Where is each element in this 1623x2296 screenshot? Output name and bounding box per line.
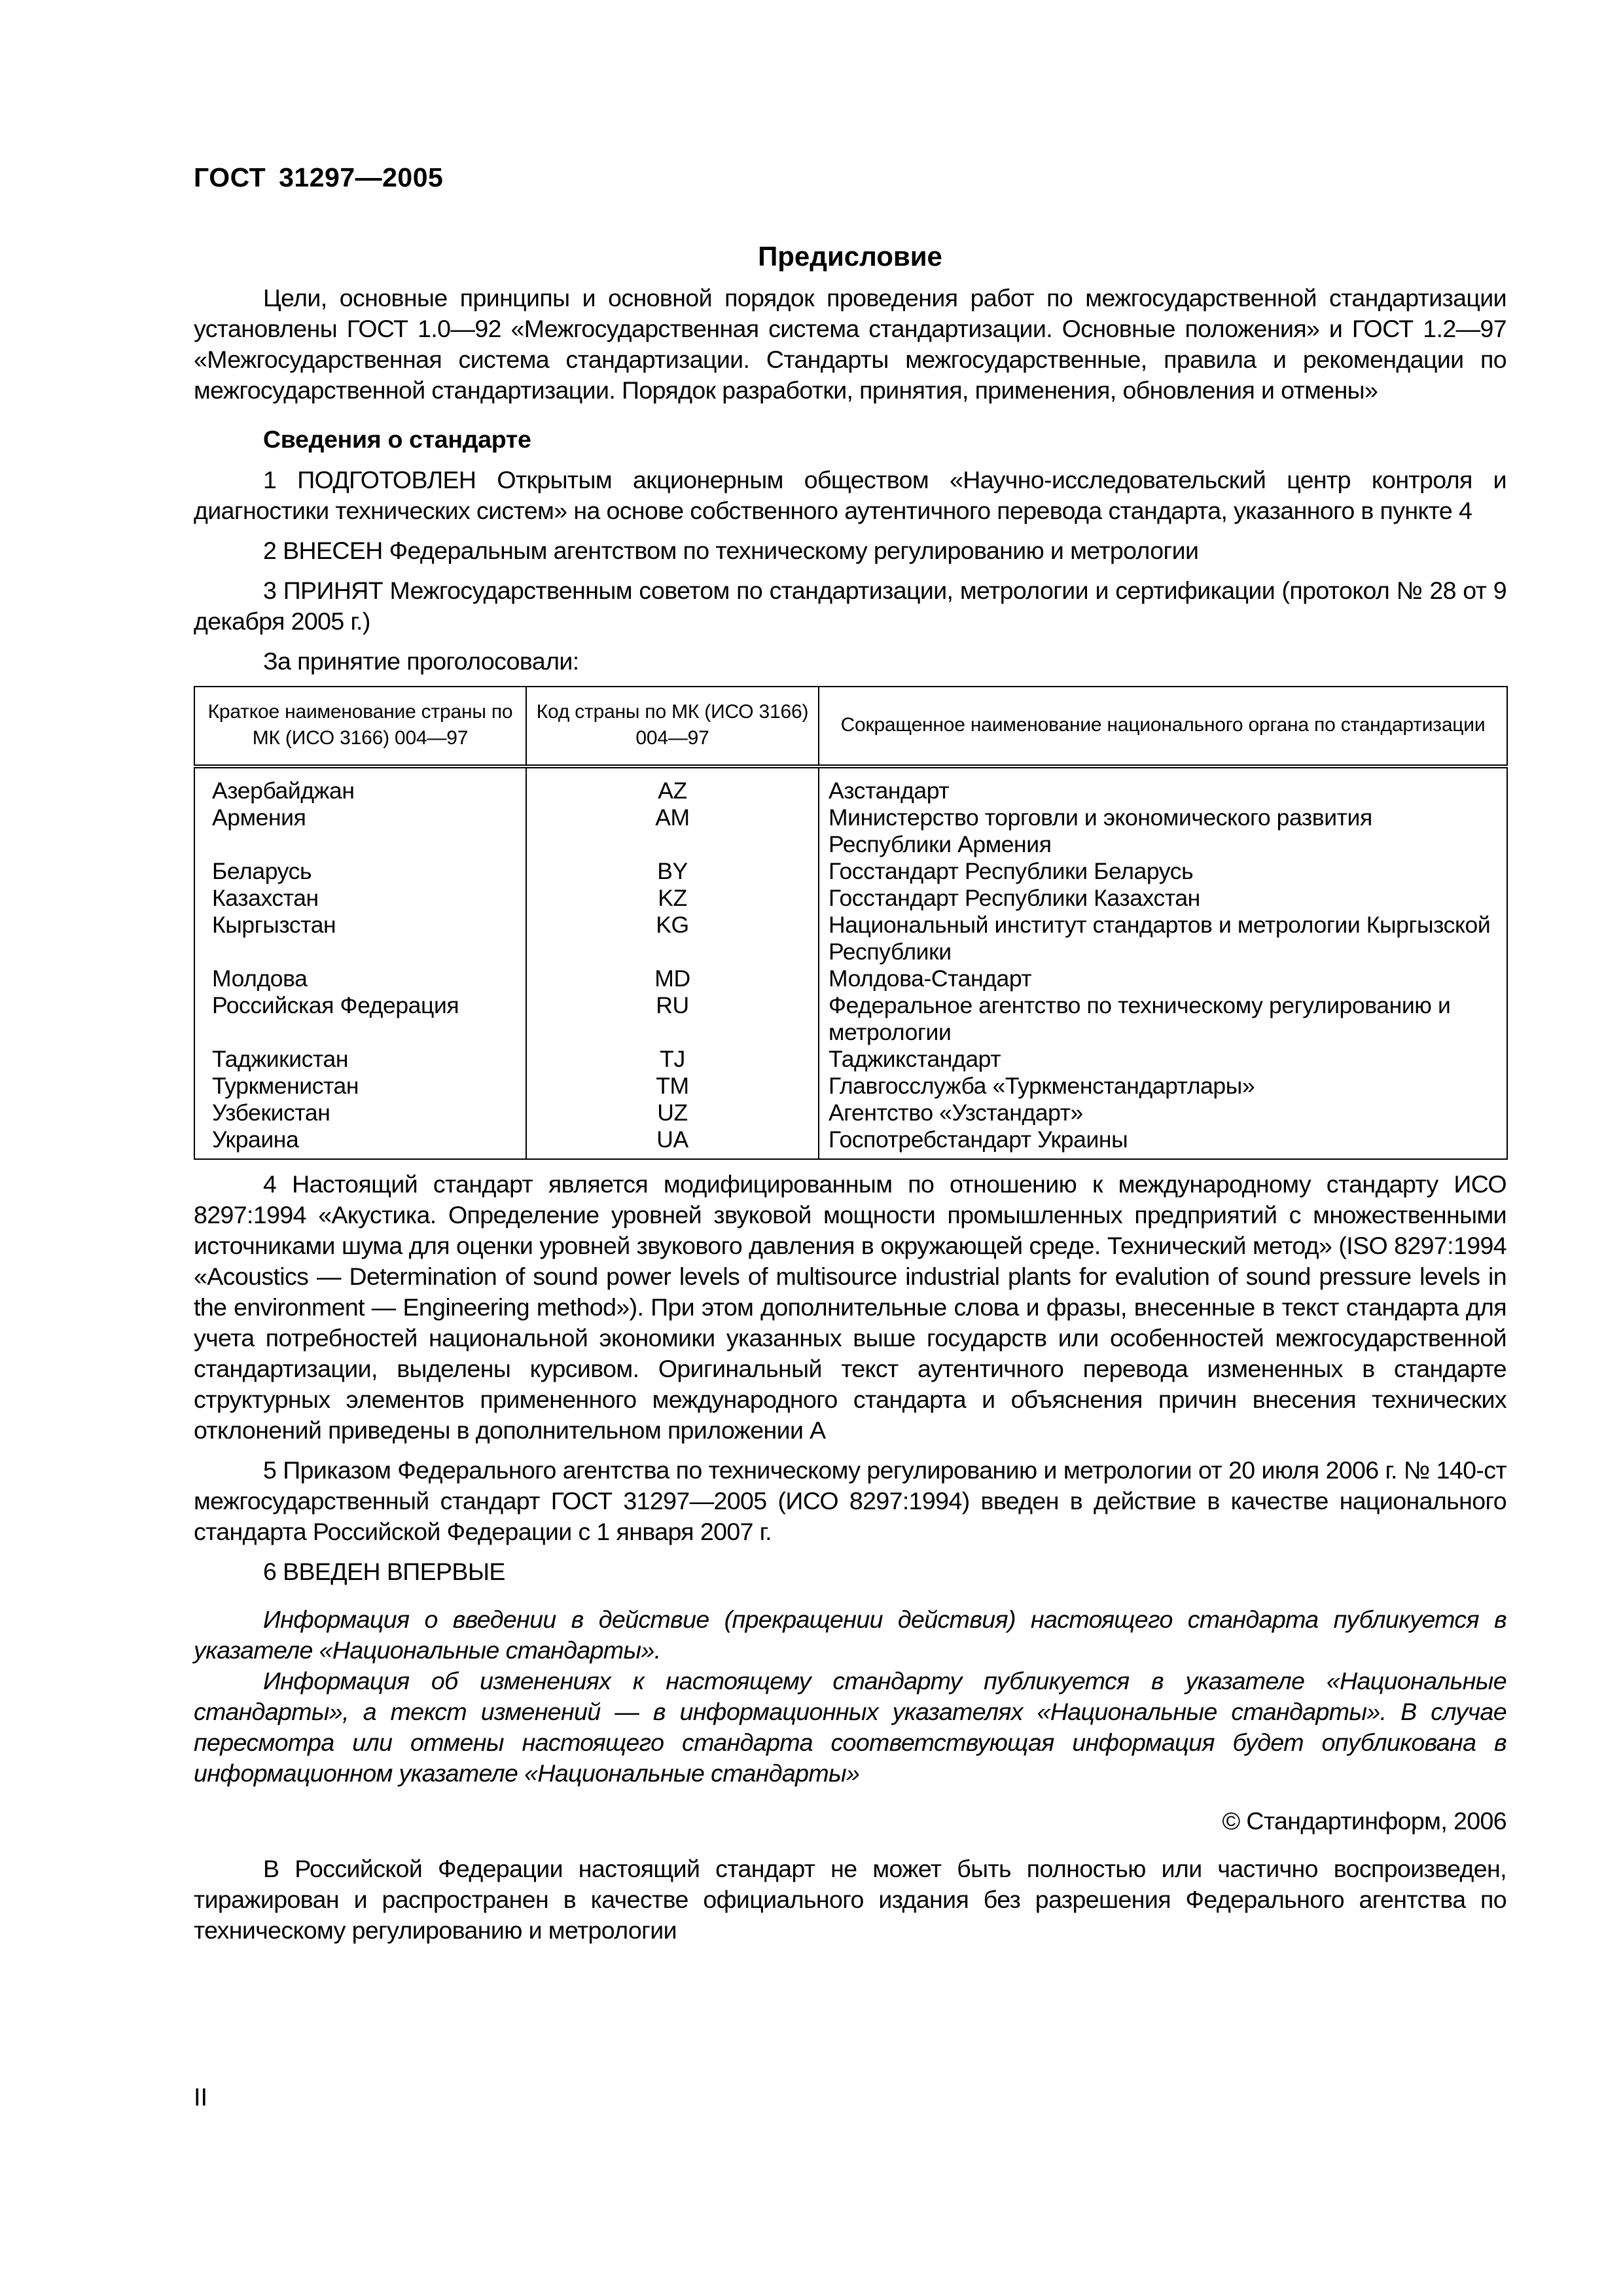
code-cell: AZ xyxy=(526,766,819,804)
standards-body-cell: Национальный институт стандартов и метрологии Кыргызской Республики xyxy=(819,912,1507,965)
code-cell: KZ xyxy=(526,885,819,912)
standards-body-cell: Молдова-Стандарт xyxy=(819,965,1507,992)
code-cell: UA xyxy=(526,1126,819,1159)
table-row xyxy=(194,1126,1507,1159)
table-row xyxy=(194,1046,1507,1073)
standards-body-cell: Агентство «Узстандарт» xyxy=(819,1100,1507,1126)
country-cell: Российская Федерация xyxy=(194,992,526,1046)
country-cell: Казахстан xyxy=(194,885,526,912)
country-cell: Армения xyxy=(194,804,526,858)
country-cell: Молдова xyxy=(194,965,526,992)
column-header-country: Краткое наименование страны по МК (ИСО 3166) 004—97 xyxy=(194,687,526,766)
reproduction-notice: В Российской Федерации настоящий стандарт не может быть полностью или частично воспроизведен, тиражирован и распространен в качестве официального издания без разрешения Федерального агентства по техническому регулированию и метрологии xyxy=(194,1855,1507,1944)
info-item-3: 3 ПРИНЯТ Межгосударственным советом по стандартизации, метрологии и сертификации (протокол № 28 от 9 декабря 2005 г.) xyxy=(194,577,1507,635)
code-cell: RU xyxy=(526,992,819,1046)
standards-body-cell: Таджикстандарт xyxy=(819,1046,1507,1073)
voters-table xyxy=(194,686,1508,1160)
voted-label: За принятие проголосовали: xyxy=(263,647,579,675)
country-cell: Кыргызстан xyxy=(194,912,526,965)
table-row xyxy=(194,804,1507,858)
code-cell: KG xyxy=(526,912,819,965)
code-cell: TM xyxy=(526,1073,819,1100)
italic-note-changes: Информация об изменениях к настоящему стандарту публикуется в указателе «Национальные стандарты», а текст изменений — в информационных указателях «Национальные стандарты». В случае пересмотра или отмены настоящего стандарта соответствующая информация будет опубликована в информационном указателе «Национальные стандарты» xyxy=(194,1667,1507,1787)
standards-body-cell: Госстандарт Республики Беларусь xyxy=(819,858,1507,885)
table-row xyxy=(194,992,1507,1046)
page-number: II xyxy=(194,2084,208,2111)
info-item-2: 2 ВНЕСЕН Федеральным агентством по техническому регулированию и метрологии xyxy=(263,537,1199,564)
table-row xyxy=(194,885,1507,912)
column-header-code: Код страны по МК (ИСО 3166) 004—97 xyxy=(526,687,819,766)
info-item-4: 4 Настоящий стандарт является модифицированным по отношению к международному стандарту ИСО 8297:1994 «Акустика. Определение уровней звуковой мощности промышленных предприятий с множественными источниками шума для оценки уровней звукового давления в окружающей среде. Технический метод» (ISO 8297:1994 «Acoustics — Determination of sound power levels of multisource industrial plants for evalution of sound pressure levels in the environment — Engineering method»). При этом дополнительные слова и фразы, внесенные в текст стандарта для учета потребностей национальной экономики указанных выше государств или особенностей межгосударственной стандартизации, выделены курсивом. Оригинальный текст аутентичного перевода измененных в стандарте структурных элементов примененного международного стандарта и объяснения причин внесения технических отклонений приведены в дополнительном приложении А xyxy=(194,1170,1507,1444)
country-cell: Украина xyxy=(194,1126,526,1159)
code-cell: UZ xyxy=(526,1100,819,1126)
standards-body-cell: Азстандарт xyxy=(819,766,1507,804)
table-row xyxy=(194,965,1507,992)
code-cell: MD xyxy=(526,965,819,992)
country-cell: Таджикистан xyxy=(194,1046,526,1073)
column-header-standards-body: Сокращенное наименование национального органа по стандартизации xyxy=(819,687,1507,766)
preface-intro-paragraph: Цели, основные принципы и основной порядок проведения работ по межгосударственной стандартизации установлены ГОСТ 1.0—92 «Межгосударственная система стандартизации. Основные положения» и ГОСТ 1.2—97 «Межгосударственная система стандартизации. Стандарты межгосударственные, правила и рекомендации по межгосударственной стандартизации. Порядок разработки, принятия, применения, обновления и отмены» xyxy=(194,284,1507,404)
standards-body-cell: Главгосслужба «Туркменстандартлары» xyxy=(819,1073,1507,1100)
preface-title: Предисловие xyxy=(758,241,942,272)
table-row xyxy=(194,858,1507,885)
country-cell: Туркменистан xyxy=(194,1073,526,1100)
standards-body-cell: Госпотребстандарт Украины xyxy=(819,1126,1507,1159)
table-row xyxy=(194,766,1507,804)
country-cell: Узбекистан xyxy=(194,1100,526,1126)
table-header-row xyxy=(194,687,1507,766)
info-item-1: 1 ПОДГОТОВЛЕН Открытым акционерным обществом «Научно-исследовательский центр контроля и диагностики технических систем» на основе собственного аутентичного перевода стандарта, указанного в пункте 4 xyxy=(194,466,1507,524)
country-cell: Азербайджан xyxy=(194,766,526,804)
document-code-header: ГОСТ 31297—2005 xyxy=(194,162,444,192)
info-item-6: 6 ВВЕДЕН ВПЕРВЫЕ xyxy=(263,1558,505,1585)
code-cell: TJ xyxy=(526,1046,819,1073)
info-item-5: 5 Приказом Федерального агентства по техническому регулированию и метрологии от 20 июля 2006 г. № 140-ст межгосударственный стандарт ГОСТ 31297—2005 (ИСО 8297:1994) введен в действие в качестве национального стандарта Российской Федерации с 1 января 2007 г. xyxy=(194,1456,1507,1545)
code-cell: AM xyxy=(526,804,819,858)
standards-body-cell: Госстандарт Республики Казахстан xyxy=(819,885,1507,912)
copyright-line: © Стандартинформ, 2006 xyxy=(1222,1807,1507,1835)
code-cell: BY xyxy=(526,858,819,885)
country-cell: Беларусь xyxy=(194,858,526,885)
page-content xyxy=(194,237,1507,1946)
standard-info-heading: Сведения о стандарте xyxy=(263,425,531,453)
table-row xyxy=(194,1100,1507,1126)
table-row xyxy=(194,912,1507,965)
standards-body-cell: Министерство торговли и экономического развития Республики Армения xyxy=(819,804,1507,858)
standards-body-cell: Федеральное агентство по техническому регулированию и метрологии xyxy=(819,992,1507,1046)
table-row xyxy=(194,1073,1507,1100)
italic-note-publication: Информация о введении в действие (прекращении действия) настоящего стандарта публикуется в указателе «Национальные стандарты». xyxy=(194,1605,1507,1664)
